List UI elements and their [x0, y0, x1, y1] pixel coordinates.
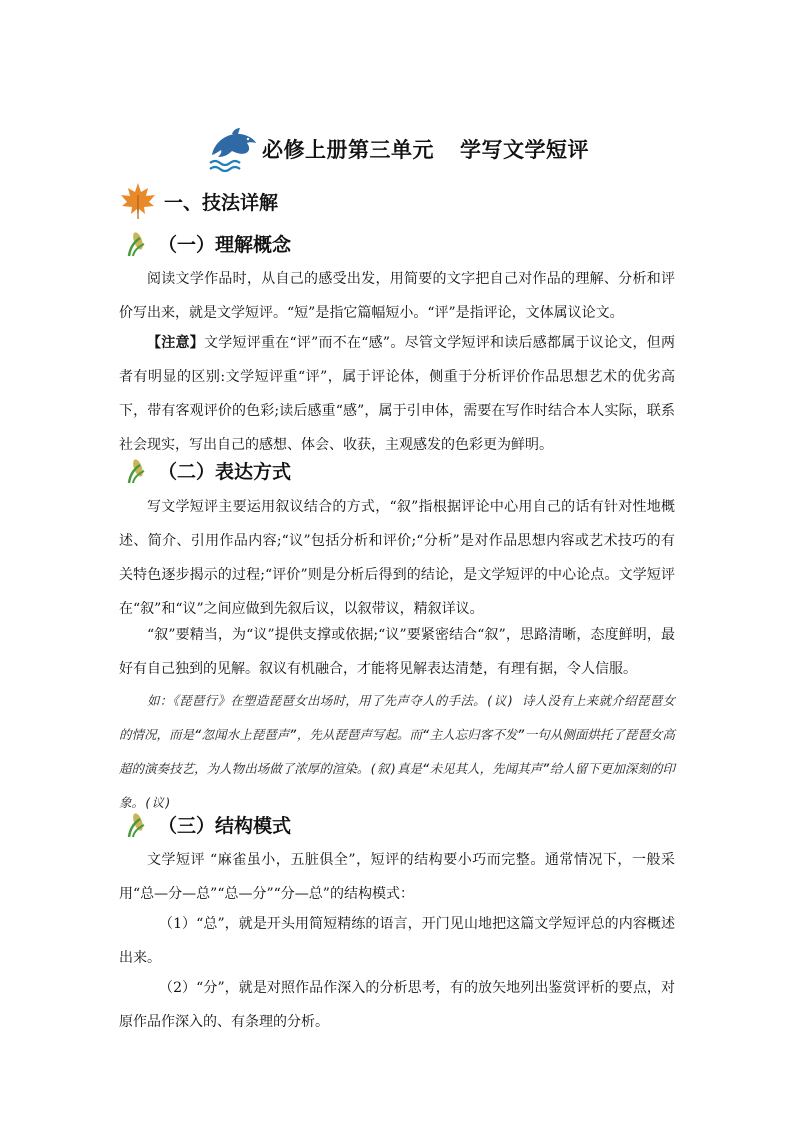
- part1-heading-row: [124, 225, 291, 261]
- corn-icon: [124, 455, 150, 485]
- page-title-left: 必修上册第三单元: [262, 138, 434, 162]
- corn-icon: [124, 228, 150, 258]
- part2-paragraph-1: 写文学短评主要运用叙议结合的方式，“叙”指根据评论中心用自己的话有针对性地概述、简介、引用作品内容;“议”包括分析和评价;“分析”是对作品思想内容或艺术技巧的有关特色逐步揭示的过程;“评价”则是分析后得到的结论，是文学短评的中心论点。文学短评在“叙”和“议”之间应做到先叙后议，以叙带议，精叙详议。: [119, 499, 675, 617]
- note-tag: 【注意】: [147, 335, 204, 351]
- section-heading-row: [118, 180, 278, 222]
- part2-heading-row: [124, 452, 291, 488]
- maple-leaf-icon: [118, 181, 158, 221]
- structure-item-1: （1）“总”，就是开头用简短精练的语言，开门见山地把这篇文学短评总的内容概述出来。: [119, 916, 675, 966]
- part3-paragraph: 文学短评 “麻雀虽小，五脏俱全”，短评的结构要小巧而完整。通常情况下，一般采用“总—分—总”“总—分”“分—总”的结构模式：: [119, 852, 675, 902]
- page-title-right: 学写文学短评: [460, 138, 589, 162]
- part2-heading: （二）表达方式: [158, 460, 292, 483]
- note-paragraph: [119, 326, 675, 462]
- part3-heading: （三）结构模式: [158, 814, 292, 837]
- part1-paragraph: 阅读文学作品时，从自己的感受出发，用简要的文字把自己对作品的理解、分析和评价写出来，就是文学短评。“短”是指它篇幅短小。“评”是指评论，文体属议论文。: [119, 271, 675, 321]
- corn-icon: [124, 809, 150, 839]
- title-row: [206, 123, 589, 175]
- section-heading: 一、技法详解: [164, 191, 279, 214]
- structure-item-2: （2）“分”，就是对照作品作深入的分析思考，有的放矢地列出鉴赏评析的要点，对原作品作深入的、有条理的分析。: [119, 980, 675, 1030]
- example-paragraph: 如：《琵琶行》在塑造琵琶女出场时，用了先声夺人的手法。(议) 诗人没有上来就介绍琵琶女的情况，而是“忽闻水上琵琶声”，先从琵琶声写起。而“主人忘归客不发”一句从侧面烘托了琵琶女高超的演奏技艺，为人物出场做了浓厚的渲染。(叙)真是“未见其人，先闻其声”给人留下更加深刻的印象。(议): [119, 693, 675, 810]
- part3-heading-row: [124, 806, 291, 842]
- note-text: 文学短评重在“评”而不在“感”。尽管文学短评和读后感都属于议论文，但两者有明显的区别:文学短评重“评”，属于评论体，侧重于分析评价作品思想艺术的优劣高下，带有客观评价的色彩;读后感重“感”，属于引申体，需要在写作时结合本人实际，联系社会现实，写出自己的感想、体会、收获，主观感发的色彩更为鲜明。: [119, 335, 676, 453]
- part1-heading: （一）理解概念: [158, 233, 292, 256]
- part2-paragraph-2: “叙”要精当，为“议”提供支撑或依据;“议”要紧密结合“叙”，思路清晰，态度鲜明，最好有自己独到的见解。叙议有机融合，才能将见解表达清楚，有理有据，令人信服。: [119, 627, 675, 677]
- dolphin-icon: [206, 125, 260, 173]
